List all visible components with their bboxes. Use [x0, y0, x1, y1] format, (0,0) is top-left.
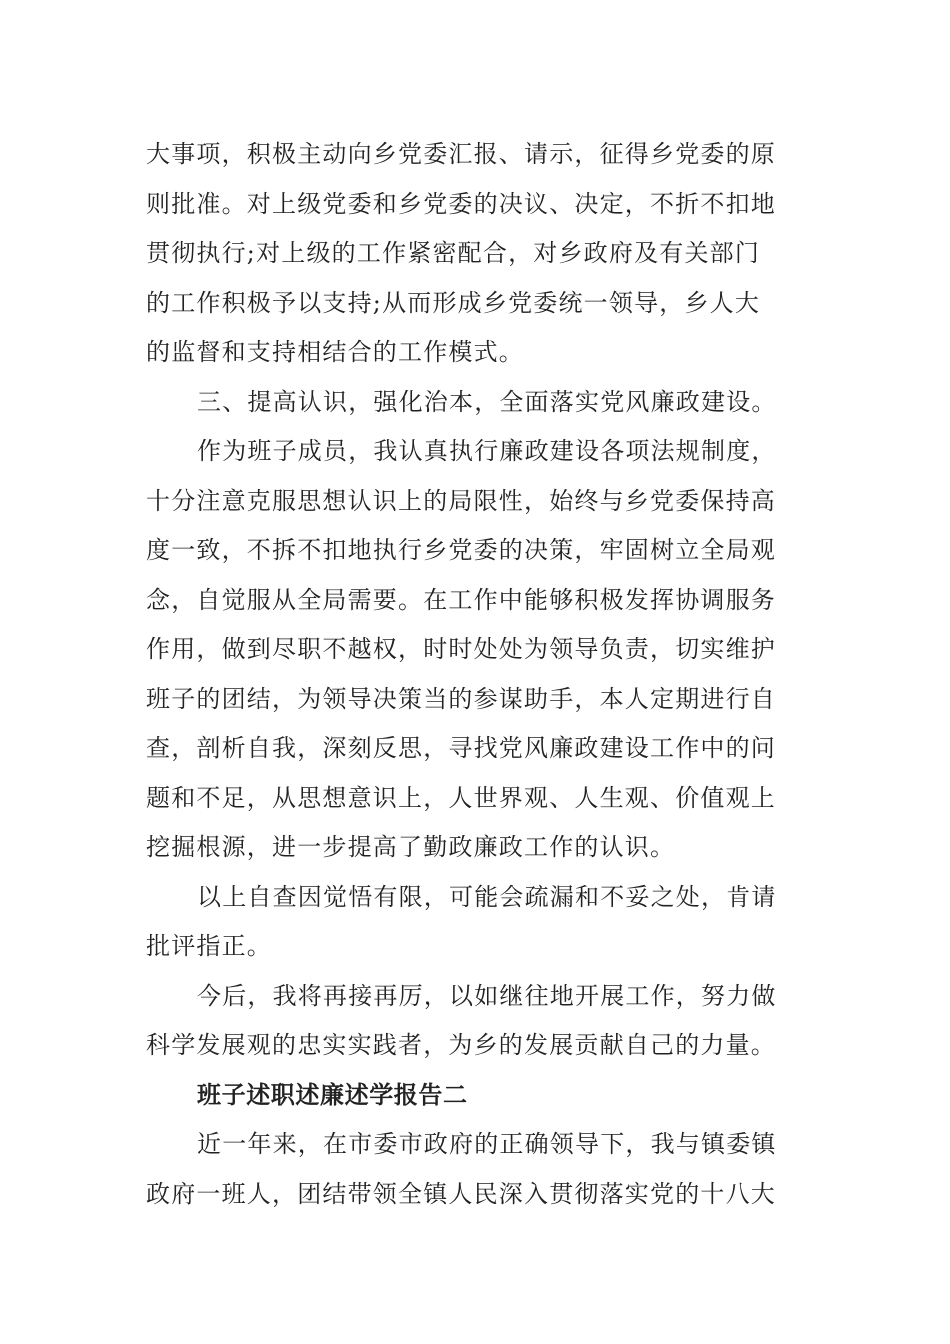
text-line: 则批准。对上级党委和乡党委的决议、决定，不折不扣地 — [146, 189, 776, 218]
text-line: 班子的团结，为领导决策当的参谋助手，本人定期进行自 — [146, 684, 776, 713]
report-title: 班子述职述廉述学报告二 — [197, 1080, 468, 1109]
text-line: 十分注意克服思想认识上的局限性，始终与乡党委保持高 — [146, 486, 776, 515]
text-line: 批评指正。 — [146, 932, 272, 960]
paragraph-first-line: 以上自查因觉悟有限，可能会疏漏和不妥之处，肯请 — [197, 882, 777, 911]
text-line: 政府一班人，团结带领全镇人民深入贯彻落实党的十八大 — [146, 1179, 776, 1208]
section-heading-line: 三、提高认识，强化治本，全面落实党风廉政建设。 — [197, 387, 777, 416]
text-line: 的工作积极予以支持;从而形成乡党委统一领导，乡人大 — [146, 288, 761, 317]
text-line: 大事项，积极主动向乡党委汇报、请示，征得乡党委的原 — [146, 140, 776, 168]
text-line: 作用，做到尽职不越权，时时处处为领导负责，切实维护 — [146, 635, 776, 663]
paragraph-first-line: 今后，我将再接再厉，以如继往地开展工作，努力做 — [197, 981, 777, 1010]
text-line: 查，剖析自我，深刻反思，寻找党风廉政建设工作中的问 — [146, 734, 776, 762]
paragraph-first-line: 近一年来，在市委市政府的正确领导下，我与镇委镇 — [197, 1130, 777, 1158]
text-line: 念，自觉服从全局需要。在工作中能够积极发挥协调服务 — [146, 585, 776, 614]
document-body — [146, 130, 786, 1219]
text-line: 题和不足，从思想意识上，人世界观、人生观、价值观上 — [146, 783, 776, 812]
text-line: 的监督和支持相结合的工作模式。 — [146, 338, 524, 366]
text-line: 贯彻执行;对上级的工作紧密配合，对乡政府及有关部门 — [146, 239, 761, 267]
text-line: 科学发展观的忠实实践者，为乡的发展贡献自己的力量。 — [146, 1031, 776, 1059]
text-line: 挖掘根源，进一步提高了勤政廉政工作的认识。 — [146, 833, 676, 861]
paragraph-first-line: 作为班子成员，我认真执行廉政建设各项法规制度， — [197, 437, 777, 465]
text-line: 度一致，不拆不扣地执行乡党委的决策，牢固树立全局观 — [146, 536, 776, 564]
